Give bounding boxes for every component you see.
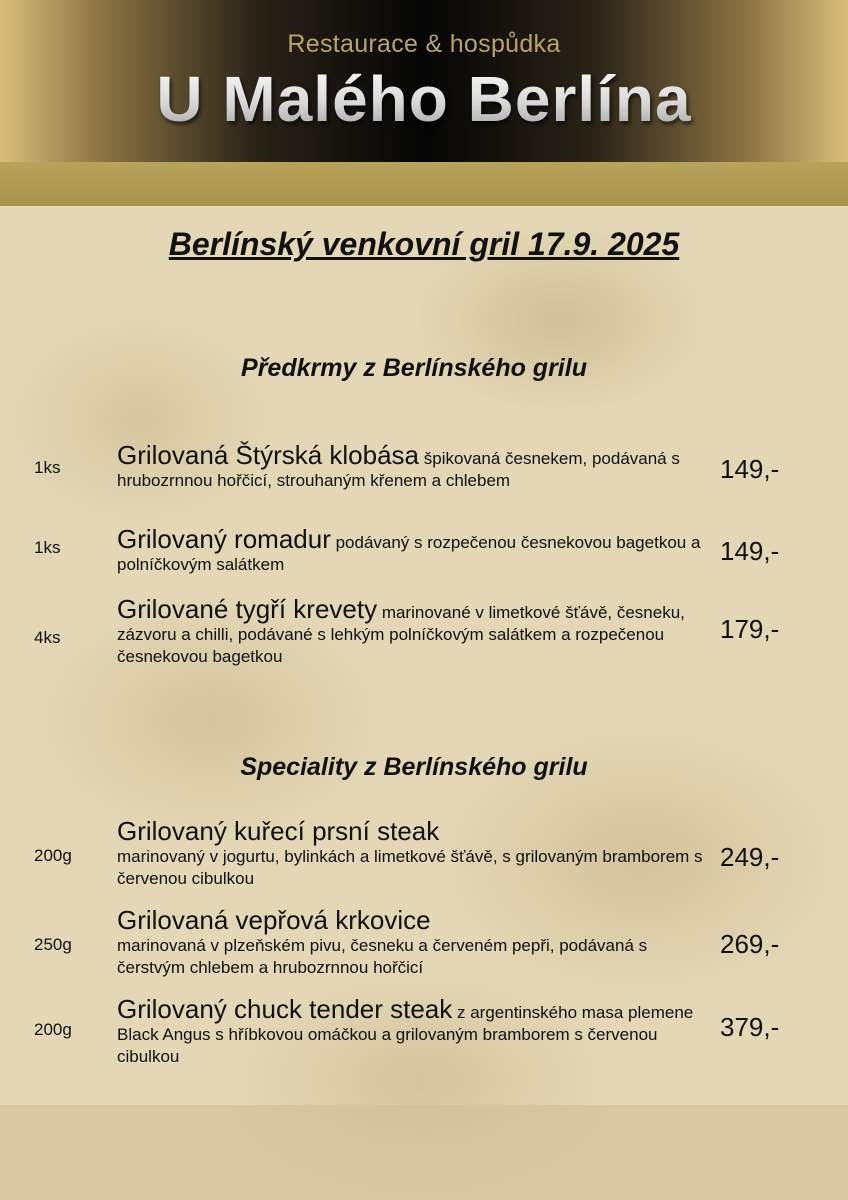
- item-detail: marinovaná v plzeňském pivu, česneku a červeném pepři, podávaná s čerstvým chlebem a hrubozrnnou hořčicí: [117, 936, 648, 977]
- item-description: [117, 994, 709, 1068]
- item-detail: marinované v limetkové šťávě, česneku, zázvoru a chilli, podávané s lehkým polníčkovým salátkem a rozpečenou česnekovou bagetkou: [117, 603, 685, 666]
- item-name: Grilovaná Štýrská klobása: [117, 440, 420, 470]
- gold-band: [0, 162, 848, 206]
- item-price: 149,-: [720, 454, 780, 484]
- item-name: Grilovaný kuřecí prsní steak: [117, 816, 440, 846]
- item-price: 149,-: [720, 536, 780, 566]
- item-name: Grilovaný romadur: [117, 524, 331, 554]
- item-quantity: 1ks: [34, 458, 61, 477]
- item-quantity: 200g: [34, 846, 72, 865]
- item-quantity: 250g: [34, 935, 72, 954]
- item-name: Grilovaný chuck tender steak: [117, 994, 453, 1024]
- restaurant-subtitle: Restaurace & hospůdka: [287, 30, 561, 58]
- item-quantity: 1ks: [34, 538, 61, 557]
- item-description: [117, 816, 709, 890]
- item-description: [117, 594, 709, 668]
- restaurant-name: U Malého Berlína: [0, 62, 848, 136]
- section-title-appetizers: Předkrmy z Berlínského grilu: [241, 354, 587, 382]
- item-detail: podávaný s rozpečenou česnekovou bagetkou a polníčkovým salátkem: [117, 533, 701, 574]
- item-name: Grilované tygří krevety: [117, 594, 378, 624]
- item-quantity: 4ks: [34, 628, 61, 647]
- item-description: [117, 524, 709, 576]
- item-description: [117, 905, 709, 979]
- section-title-specialties: Speciality z Berlínského grilu: [240, 753, 588, 781]
- event-title: Berlínský venkovní gril 17.9. 2025: [168, 226, 680, 262]
- item-detail: z argentinského masa plemene Black Angus s hříbkovou omáčkou a grilovaným bramborem s červenou cibulkou: [117, 1003, 694, 1066]
- item-price: 249,-: [720, 842, 780, 872]
- item-detail: marinovaný v jogurtu, bylinkách a limetkové šťávě, s grilovaným bramborem s červenou cibulkou: [117, 847, 703, 888]
- item-quantity: 200g: [34, 1020, 72, 1039]
- item-description: [117, 440, 709, 492]
- item-name: Grilovaná vepřová krkovice: [117, 905, 431, 935]
- item-price: 269,-: [720, 929, 780, 959]
- item-price: 179,-: [720, 614, 780, 644]
- footer-band: [0, 1105, 848, 1200]
- item-detail: špikovaná česnekem, podávaná s hrubozrnnou hořčicí, strouhaným křenem a chlebem: [117, 449, 680, 490]
- item-price: 379,-: [720, 1012, 780, 1042]
